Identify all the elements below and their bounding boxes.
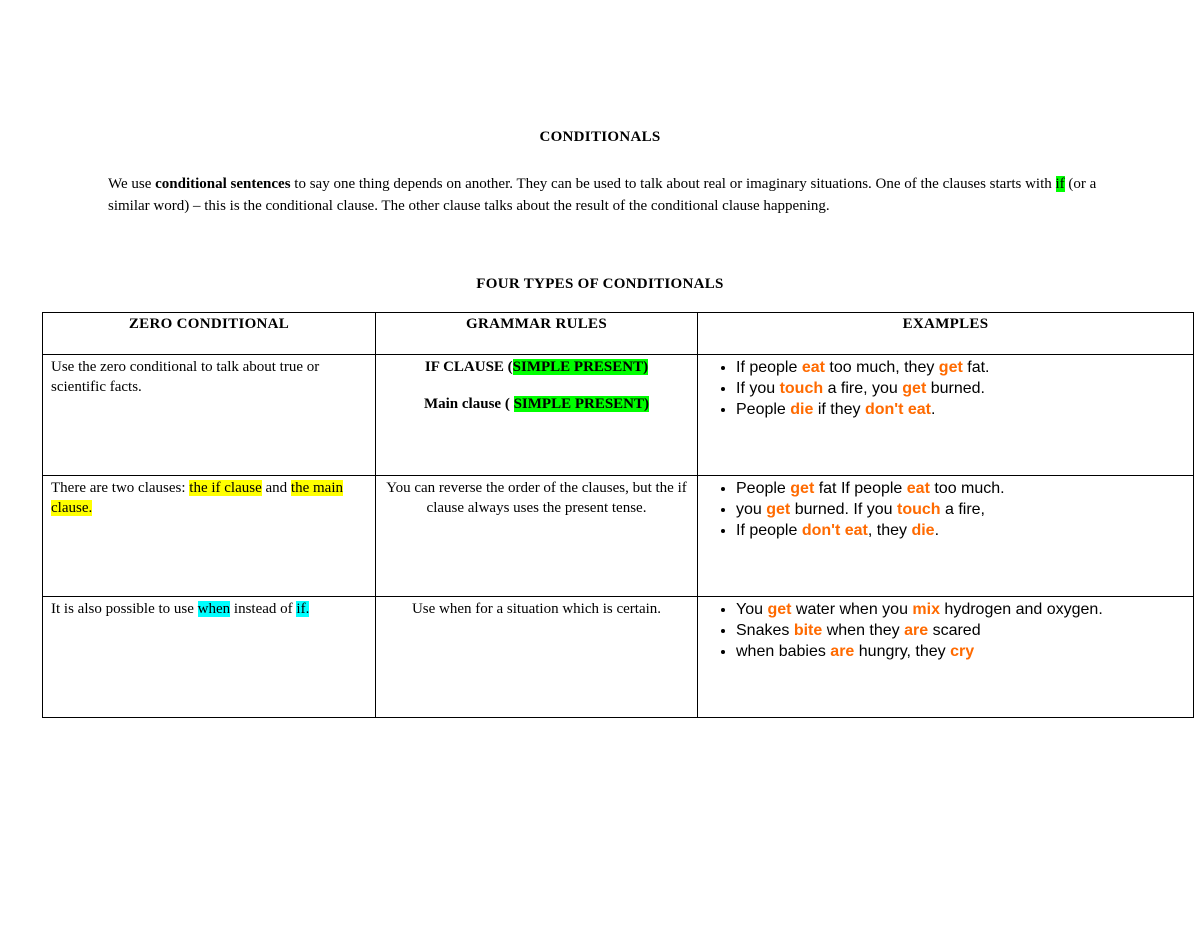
- intro-text-1: We use: [108, 176, 156, 192]
- if-clause-rule: [384, 357, 689, 377]
- row2-examples: [698, 476, 1194, 597]
- header-zero-conditional: ZERO CONDITIONAL: [43, 313, 376, 355]
- examples-list: [706, 599, 1185, 662]
- main-clause-rule: [384, 394, 689, 414]
- list-item: • when babies are hungry, they cry: [736, 641, 1185, 662]
- conditionals-table: [42, 312, 1194, 718]
- row2-description: There are two clauses: the if clause and the main clause.: [43, 476, 376, 597]
- row3-examples: [698, 597, 1194, 718]
- row1-examples: [698, 355, 1194, 476]
- page-title: CONDITIONALS: [539, 129, 661, 145]
- row2-grammar-rules: You can reverse the order of the clauses, but the if clause always uses the present tense.: [376, 476, 698, 597]
- intro-bold-term: conditional sentences: [155, 176, 291, 192]
- table-row: [43, 355, 1194, 476]
- intro-text-3: (or a similar word) – this is the conditional clause. The other clause talks about the result of the conditional clause happening.: [108, 176, 1097, 214]
- list-item: • You get water when you mix hydrogen and oxygen.: [736, 599, 1185, 620]
- main-clause-highlight: the main clause.: [51, 480, 343, 516]
- main-clause-tense: SIMPLE PRESENT): [513, 396, 650, 412]
- row1-description: Use the zero conditional to talk about true or scientific facts.: [43, 355, 376, 476]
- if-highlight: if.: [296, 601, 310, 617]
- list-item: • People get fat If people eat too much.: [736, 478, 1185, 499]
- section-subtitle: FOUR TYPES OF CONDITIONALS: [476, 276, 724, 292]
- table-header-row: [43, 313, 1194, 355]
- if-clause-label: IF CLAUSE (: [424, 359, 513, 375]
- intro-if-highlight: if: [1055, 176, 1065, 192]
- list-item: • Snakes bite when they are scared: [736, 620, 1185, 641]
- main-clause-label: Main clause (: [423, 396, 514, 412]
- list-item: • If people don't eat, they die.: [736, 520, 1185, 541]
- header-grammar-rules: GRAMMAR RULES: [376, 313, 698, 355]
- if-clause-tense: SIMPLE PRESENT): [512, 359, 649, 375]
- list-item: • If people eat too much, they get fat.: [736, 357, 1185, 378]
- examples-list: [706, 478, 1185, 541]
- row3-description: It is also possible to use when instead of if.: [43, 597, 376, 718]
- list-item: • you get burned. If you touch a fire,: [736, 499, 1185, 520]
- if-clause-highlight: the if clause: [189, 480, 262, 496]
- row1-grammar-rules: [376, 355, 698, 476]
- intro-text-2: to say one thing depends on another. They can be used to talk about real or imaginary situations. One of the clauses starts with: [290, 176, 1056, 192]
- header-examples: EXAMPLES: [698, 313, 1194, 355]
- list-item: • If you touch a fire, you get burned.: [736, 378, 1185, 399]
- table-row: [43, 476, 1194, 597]
- examples-list: [706, 357, 1185, 420]
- row3-grammar-rules: Use when for a situation which is certain.: [376, 597, 698, 718]
- intro-paragraph: [108, 173, 1118, 217]
- list-item: • People die if they don't eat.: [736, 399, 1185, 420]
- table-row: [43, 597, 1194, 718]
- when-highlight: when: [197, 601, 231, 617]
